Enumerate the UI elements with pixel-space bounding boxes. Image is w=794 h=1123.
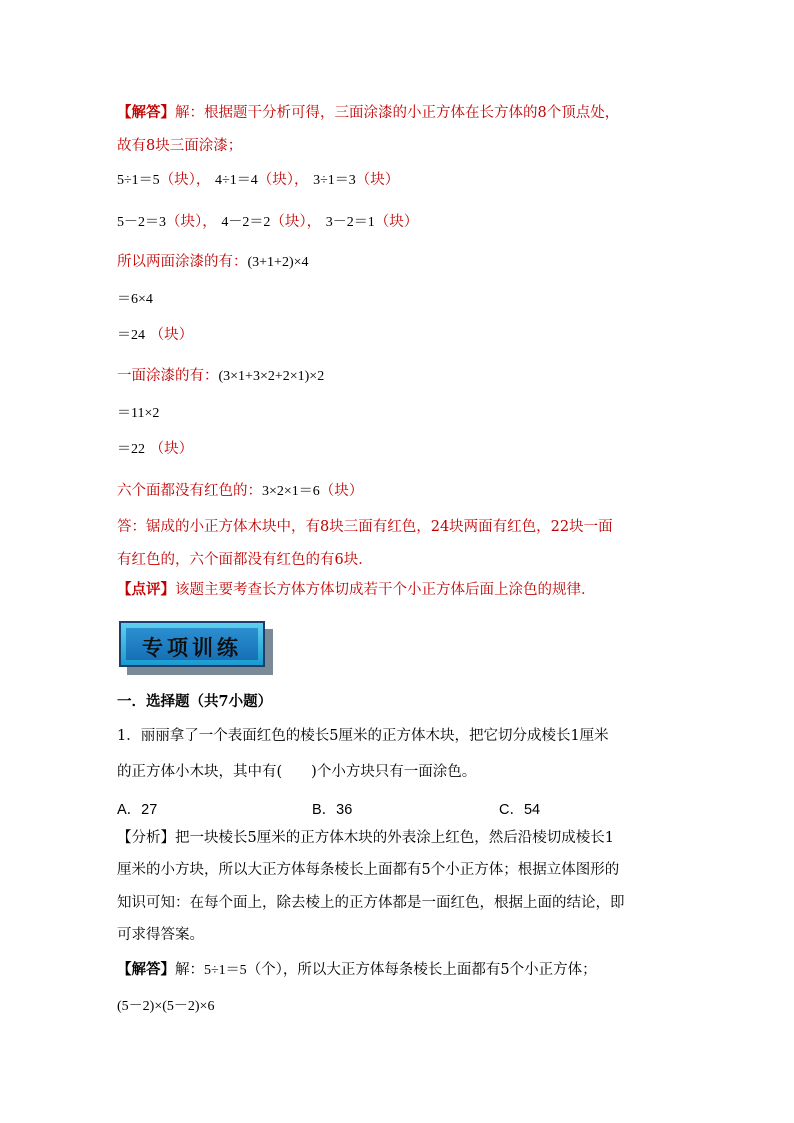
result-line <box>117 439 193 460</box>
subtraction-expr-2: 4－2＝2 <box>221 215 271 230</box>
two-face-line <box>117 252 309 273</box>
banner-title: 专项训练 <box>142 636 242 660</box>
answer-line-1: 答：锯成的小正方体木块中，有8块三面有红色，24块两面有红色，22块一面 <box>117 519 613 535</box>
solution-label: 【解答】 <box>117 961 175 978</box>
section-heading: 一．选择题（共7小题） <box>117 693 273 710</box>
unit-text: （块）， <box>257 172 309 188</box>
analysis-line-4: 可求得答案。 <box>117 927 204 943</box>
one-face-label: 一面涂漆的有： <box>117 368 219 384</box>
solution-line-2: 故有8块三面涂漆； <box>117 138 243 154</box>
two-face-expr: (3+1+2)×4 <box>247 255 309 270</box>
subtraction-line <box>117 212 418 233</box>
unit-text: （块）， <box>166 214 217 230</box>
no-face-line <box>117 481 363 502</box>
question-1-solution-expr: (5－2)×(5－2)×6 <box>117 999 215 1014</box>
solution-line-1 <box>117 103 619 123</box>
analysis-line-1: 【分析】把一块棱长5厘米的正方体木块的外表涂上红色，然后沿棱切成棱长1 <box>117 830 614 846</box>
one-face-expr: (3×1+3×2+2×1)×2 <box>218 369 325 384</box>
question-1-line-2: 的正方体小木块，其中有( )个小方块只有一面涂色。 <box>117 764 477 780</box>
result-expr: ＝24 <box>117 328 145 343</box>
answer-line-2: 有红色的，六个面都没有红色的有6块． <box>117 552 373 568</box>
unit-text: （块） <box>355 172 400 188</box>
unit-text: （块）， <box>270 214 322 230</box>
comment-line <box>117 580 596 600</box>
analysis-line-3: 知识可知：在每个面上，除去棱上的正方体都是一面红色，根据上面的结论，即 <box>117 895 625 911</box>
solution-expr: 5÷1＝5 <box>204 963 247 978</box>
no-face-expr: 3×2×1＝6 <box>262 484 320 499</box>
one-face-line <box>117 366 324 387</box>
unit-text: （块）， <box>159 172 211 188</box>
section-banner <box>119 621 279 680</box>
comment-text: 该题主要考查长方体方体切成若干个小正方体后面上涂色的规律． <box>175 582 596 598</box>
solution-prefix: 解： <box>175 962 204 978</box>
no-face-label: 六个面都没有红色的： <box>117 483 262 499</box>
banner-frame <box>119 621 265 667</box>
comment-label: 【点评】 <box>117 581 175 598</box>
solution-label: 【解答】 <box>117 104 175 121</box>
step-line: ＝11×2 <box>117 406 160 421</box>
solution-text: 解：根据题干分析可得，三面涂漆的小正方体在长方体的8个顶点处， <box>175 105 620 121</box>
division-expr-1: 5÷1＝5 <box>117 173 160 188</box>
result-line <box>117 325 193 346</box>
unit-text: （块） <box>149 441 194 457</box>
division-expr-2: 4÷1＝4 <box>215 173 258 188</box>
question-1-line-1: 1．丽丽拿了一个表面红色的棱长5厘米的正方体木块，把它切分成棱长1厘米 <box>117 728 609 744</box>
unit-text: （块） <box>149 327 194 343</box>
solution-rest: （个），所以大正方体每条棱长上面都有5个小正方体； <box>246 962 597 978</box>
step-line: ＝6×4 <box>117 292 153 307</box>
subtraction-expr-3: 3－2＝1 <box>325 215 375 230</box>
two-face-label: 所以两面涂漆的有： <box>117 254 248 270</box>
option-c: C．54 <box>499 802 541 818</box>
unit-text: （块） <box>374 214 419 230</box>
question-1-solution-line <box>117 960 597 981</box>
division-line <box>117 170 399 191</box>
option-a: A．27 <box>117 802 158 818</box>
analysis-line-2: 厘米的小方块，所以大正方体每条棱长上面都有5个小正方体；根据立体图形的 <box>117 862 620 878</box>
unit-text: （块） <box>319 483 364 499</box>
option-b: B．36 <box>312 802 353 818</box>
subtraction-expr-1: 5－2＝3 <box>117 215 166 230</box>
division-expr-3: 3÷1＝3 <box>313 173 356 188</box>
result-expr: ＝22 <box>117 442 145 457</box>
